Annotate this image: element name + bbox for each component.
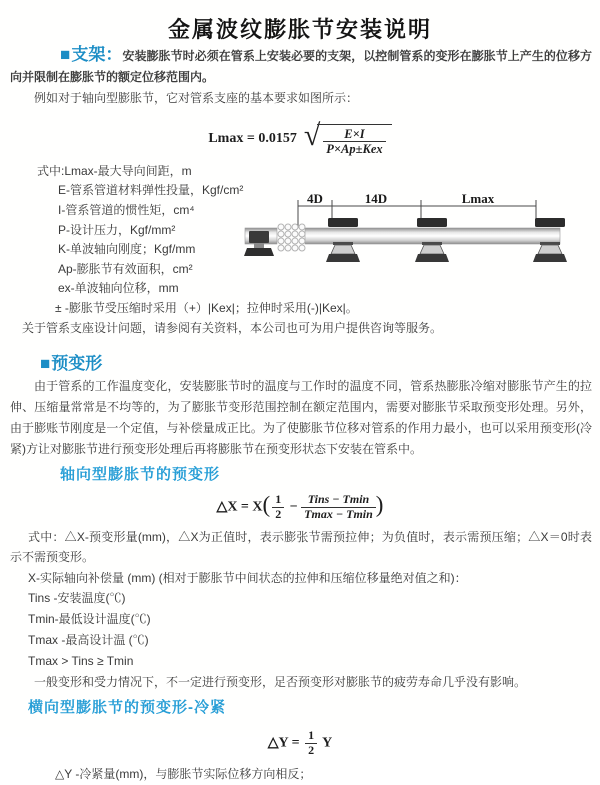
- dim-label-lmax: Lmax: [461, 191, 495, 206]
- lateral-subsection-heading: [28, 696, 600, 717]
- definition-line: Ap-膨胀节有效面积，cm²: [58, 261, 193, 276]
- radical-expression: [304, 121, 392, 157]
- fraction-numerator: E×I: [344, 127, 365, 141]
- formula-delta-y: [0, 729, 600, 758]
- one-half-fraction: [305, 729, 317, 758]
- support-heading-label: 支架：: [71, 45, 123, 64]
- fraction-denominator: 2: [305, 743, 317, 758]
- predeform-paragraph: 由于管系的工作温度变化，安装膨胀节时的温度与工作时的温度不同，管系热膨胀冷缩对膨胀节产生的拉伸、压缩量常常是不均等的，为了膨胀节变形范围控制在额定范围内，需要对膨胀节采取预变形处理。另外，由于膨账节刚度是一个定值，与补偿量成正比。为了使膨胀节位移对管系的作用力最小，也可以采用预变形(冷紧)方让对膨胀节进行预变形处理后再将膨胀节在预变形状态下安装在管系中。: [10, 379, 592, 457]
- pipe-support-diagram: [243, 192, 600, 292]
- definition-line: E-管系管道材料弹性投量，Kgf/cm²: [58, 183, 244, 198]
- page-title: 金属波纹膨胀节安装说明: [167, 17, 432, 42]
- fraction-numerator: 1: [308, 728, 315, 743]
- predeform-heading: [40, 349, 600, 374]
- dim-label-14d: 14D: [364, 191, 388, 206]
- definition-line: ex-单波轴向位移，mm: [58, 281, 179, 296]
- fraction-numerator: Tins − Tmin: [307, 492, 370, 507]
- lateral-note: △Y -冷紧量(mm)，与膨胀节实际位移方向相反；: [55, 767, 312, 782]
- fraction-denominator: Tmax − Tmin: [301, 507, 376, 522]
- dim-label-4d: 4D: [307, 191, 323, 206]
- predeform-heading-label: 预变形: [51, 354, 103, 374]
- blue-square-icon: ■: [40, 354, 51, 374]
- formula-dy-rhs: Y: [322, 735, 333, 751]
- formula-lmax: [0, 121, 600, 157]
- formula-lmax-lhs: Lmax = 0.0157: [208, 130, 297, 146]
- formula-delta-x: [0, 493, 600, 522]
- blue-square-icon: ■: [60, 45, 71, 64]
- definition-line: 式中:Lmax-最大导向间距，m: [37, 163, 192, 178]
- pipe-main: [305, 228, 560, 244]
- support-intro-paragraph: [10, 44, 592, 88]
- definition-line: P-设计压力，Kgf/mm²: [58, 222, 176, 237]
- definition-line: ± -膨胀节受压缩时采用（+）|Kex|；拉伸时采用(-)|Kex|。: [55, 300, 358, 315]
- axial-heading-label: 轴向型膨胀节的预变形: [60, 466, 221, 484]
- definition-line: 关于管系支座设计问题，请参阅有关资料，本公司也可为用户提供咨询等服务。: [22, 320, 443, 335]
- dimension-labels: [307, 191, 495, 206]
- radicand: [317, 124, 391, 157]
- close-paren: ): [375, 492, 384, 518]
- formula-dy-lhs: △Y =: [267, 735, 300, 751]
- fraction-denominator: 2: [272, 507, 284, 522]
- axial-note: Tmax > Tins ≥ Tmin: [28, 653, 134, 668]
- open-paren: (: [262, 492, 271, 518]
- definition-line: K-单波轴向刚度；Kgf/mm: [58, 242, 196, 257]
- radical-sign: √: [303, 119, 321, 152]
- lateral-heading-label: 横向型膨胀节的预变形-冷紧: [28, 699, 226, 717]
- axial-note: X-实际轴向补偿量 (mm) (相对于膨胀节中间状态的拉伸和压缩位移量绝对值之和)：: [28, 570, 467, 585]
- temperature-fraction: [301, 493, 376, 522]
- support-heading: [60, 45, 122, 64]
- axial-note: 一般变形和受力情况下，不一定进行预变形，足否预变形对膨胀节的疲劳寿命几乎没有影响。: [34, 674, 527, 689]
- fraction-numerator: 1: [275, 492, 282, 507]
- axial-subsection-heading: [60, 463, 600, 484]
- axial-note: Tmax -最高设计温 (℃): [28, 633, 149, 648]
- definition-line: I-管系管道的惯性矩，cm⁴: [58, 202, 195, 217]
- support-intro-text: 安装膨胀节时必须在管系上安装必要的支架，以控制管系的变形在膨胀节上产生的位移方向并限制在膨胀节的额定位移范围内。: [10, 49, 592, 84]
- axial-note: 式中：△X-预变形量(mm)，△X为正值时，表示膨张节需预拉伸；为负值时，表示需预压缩；△X＝0时表示不需预变形。: [10, 529, 592, 565]
- formula-dx-lhs: △X = X: [216, 499, 263, 515]
- one-half-fraction: [272, 493, 284, 522]
- minus-sign: −: [289, 499, 298, 515]
- axial-note: Tins -安装温度(℃): [28, 591, 126, 606]
- bellows-icon: [278, 224, 305, 251]
- support-example-line: 例如对于轴向型膨胀节，它对管系支座的基本要求如图所示：: [34, 91, 359, 105]
- axial-note: Tmin-最低设计温度(℃): [28, 612, 151, 627]
- fraction-denominator: P×Ap±Kex: [323, 141, 385, 156]
- formula-lmax-fraction: [323, 127, 385, 157]
